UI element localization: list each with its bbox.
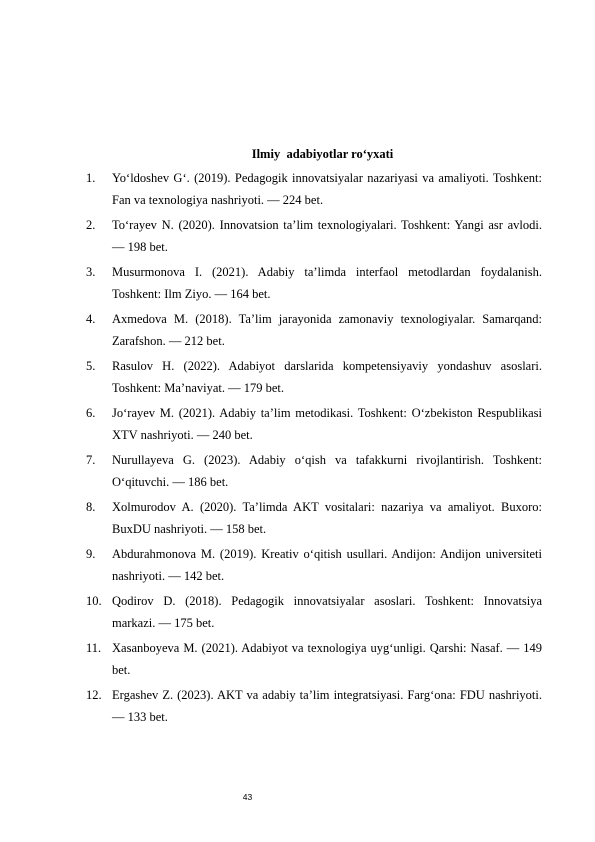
list-item [86, 261, 542, 305]
list-item-text: Xolmurodov A. (2020). Ta’limda AKT vositalari: nazariya va amaliyot. Buxoro: BuxDU nashriyoti. — 158 bet. [112, 500, 542, 536]
list-item-text: Musurmonova I. (2021). Adabiy ta’limda interfaol metodlardan foydalanish. Toshkent: Ilm Ziyo. — 164 bet. [112, 265, 542, 301]
list-item-number: 3. [86, 265, 96, 279]
list-item [86, 637, 542, 681]
list-item-text: Yo‘ldoshev G‘. (2019). Pedagogik innovatsiyalar nazariyasi va amaliyoti. Toshkent: Fan va texnologiya nashriyoti. — 224 bet. [112, 171, 542, 207]
list-item-number: 5. [86, 359, 96, 373]
list-item-number: 4. [86, 312, 96, 326]
list-item-number: 1. [86, 171, 96, 185]
list-item-text: Axmedova M. (2018). Ta’lim jarayonida zamonaviy texnologiyalar. Samarqand: Zarafshon. — 212 bet. [112, 312, 542, 348]
list-item [86, 402, 542, 446]
list-item-text: Qodirov D. (2018). Pedagogik innovatsiyalar asoslari. Toshkent: Innovatsiya markazi. — 175 bet. [112, 594, 542, 630]
list-item [86, 684, 542, 728]
list-item [86, 449, 542, 493]
list-item-text: Jo‘rayev M. (2021). Adabiy ta’lim metodikasi. Toshkent: O‘zbekiston Respublikasi XTV nashriyoti. — 240 bet. [112, 406, 542, 442]
list-item-number: 10. [86, 594, 102, 608]
list-item [86, 308, 542, 352]
list-item-number: 7. [86, 453, 96, 467]
list-item-text: Abdurahmonova M. (2019). Kreativ o‘qitish usullari. Andijon: Andijon universiteti nashriyoti. — 142 bet. [112, 547, 542, 583]
list-item-number: 11. [86, 641, 102, 655]
list-item-text: Xasanboyeva M. (2021). Adabiyot va texnologiya uyg‘unligi. Qarshi: Nasaf. — 149 bet. [112, 641, 542, 677]
page-number: 43 [242, 792, 253, 802]
list-item [86, 496, 542, 540]
list-item-text: Rasulov H. (2022). Adabiyot darslarida kompetensiyaviy yondashuv asoslari. Toshkent: Ma’naviyat. — 179 bet. [112, 359, 542, 395]
list-item [86, 355, 542, 399]
list-item [86, 167, 542, 211]
page-title: Ilmiy adabiyotlar ro‘yxati [251, 147, 394, 161]
reference-list [86, 167, 542, 731]
list-item [86, 214, 542, 258]
list-item-number: 8. [86, 500, 96, 514]
list-item-number: 2. [86, 218, 96, 232]
list-item [86, 590, 542, 634]
list-item-number: 9. [86, 547, 96, 561]
list-item-text: Ergashev Z. (2023). AKT va adabiy ta’lim integratsiyasi. Farg‘ona: FDU nashriyoti. — 133 bet. [112, 688, 542, 724]
list-item-text: To‘rayev N. (2020). Innovatsion ta’lim texnologiyalari. Toshkent: Yangi asr avlodi. — 198 bet. [112, 218, 542, 254]
list-item [86, 543, 542, 587]
list-item-text: Nurullayeva G. (2023). Adabiy o‘qish va tafakkurni rivojlantirish. Toshkent: O‘qituvchi. — 186 bet. [112, 453, 542, 489]
list-item-number: 12. [86, 688, 102, 702]
list-item-number: 6. [86, 406, 96, 420]
